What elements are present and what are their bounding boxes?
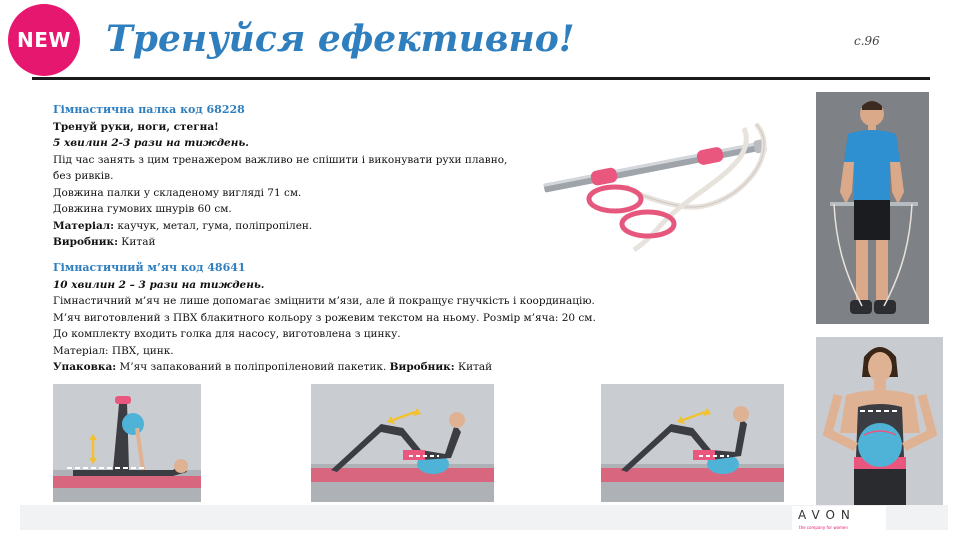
- avon-tagline: the company for women: [799, 525, 848, 530]
- man-exercise-photo: [816, 92, 929, 324]
- gym-stick-photo: [530, 96, 782, 266]
- product1-length-folded: Довжина палки у складеному вигляді 71 см.: [53, 186, 302, 199]
- maker-value: Китай: [117, 236, 156, 248]
- avon-logo: [792, 506, 886, 536]
- product2-packaging: [53, 359, 613, 376]
- woman-ball-photo: [816, 337, 943, 505]
- product2-material: Матеріал: ПВХ, цинк.: [53, 344, 174, 357]
- product1-length-cords: Довжина гумових шнурів 60 см.: [53, 203, 232, 215]
- exercise-2-photo: [311, 384, 494, 502]
- page-title: Тренуйся ефективно!: [106, 18, 575, 60]
- new-badge: [8, 4, 80, 76]
- product1-maker: [53, 234, 613, 251]
- page-number: с.96: [854, 34, 880, 48]
- product1-desc-line1: Під час занять з цим тренажером важливо не спішити і виконувати рухи плавно,: [53, 153, 508, 166]
- maker-label: Виробник:: [53, 236, 118, 248]
- product2-desc-line2: М’яч виготовлений з ПВХ блакитного кольору з рожевим текстом на ньому. Розмір м’яча: 20 см.: [53, 311, 596, 324]
- product2-desc-line1: Гімнастичний м’яч не лише допомагає зміцнити м’язи, але й покращує гнучкість і координацію.: [53, 295, 595, 307]
- packaging-value: М’яч запакований в поліпропіленовий пакетик.: [116, 361, 387, 373]
- product1-schedule: 5 хвилин 2-3 рази на тиждень.: [53, 137, 249, 149]
- product1-material: [53, 218, 613, 235]
- product2-description: [53, 260, 613, 376]
- exercise-3-photo: [601, 384, 784, 502]
- material-label: Матеріал:: [53, 219, 115, 232]
- product1-description: [53, 102, 613, 251]
- maker-value: Китай: [454, 361, 493, 373]
- product2-schedule: 10 хвилин 2 – 3 рази на тиждень.: [53, 278, 265, 291]
- exercise-1-photo: [53, 384, 201, 502]
- product1-desc-line2: без ривків.: [53, 170, 114, 182]
- avon-wordmark: AVON: [798, 508, 856, 522]
- title-divider: [32, 77, 930, 80]
- product2-desc-line3: До комплекту входить голка для насосу, виготовлена з цинку.: [53, 328, 401, 340]
- product1-tagline: Тренуй руки, ноги, стегна!: [53, 120, 219, 133]
- new-badge-label: NEW: [17, 28, 71, 52]
- maker-label: Виробник:: [389, 361, 455, 373]
- product2-heading: Гімнастичний м’яч код 48641: [53, 261, 246, 274]
- packaging-label: Упаковка:: [53, 361, 117, 373]
- product1-heading: Гімнастична палка код 68228: [53, 103, 245, 116]
- material-value: каучук, метал, гума, поліпропілен.: [114, 219, 313, 232]
